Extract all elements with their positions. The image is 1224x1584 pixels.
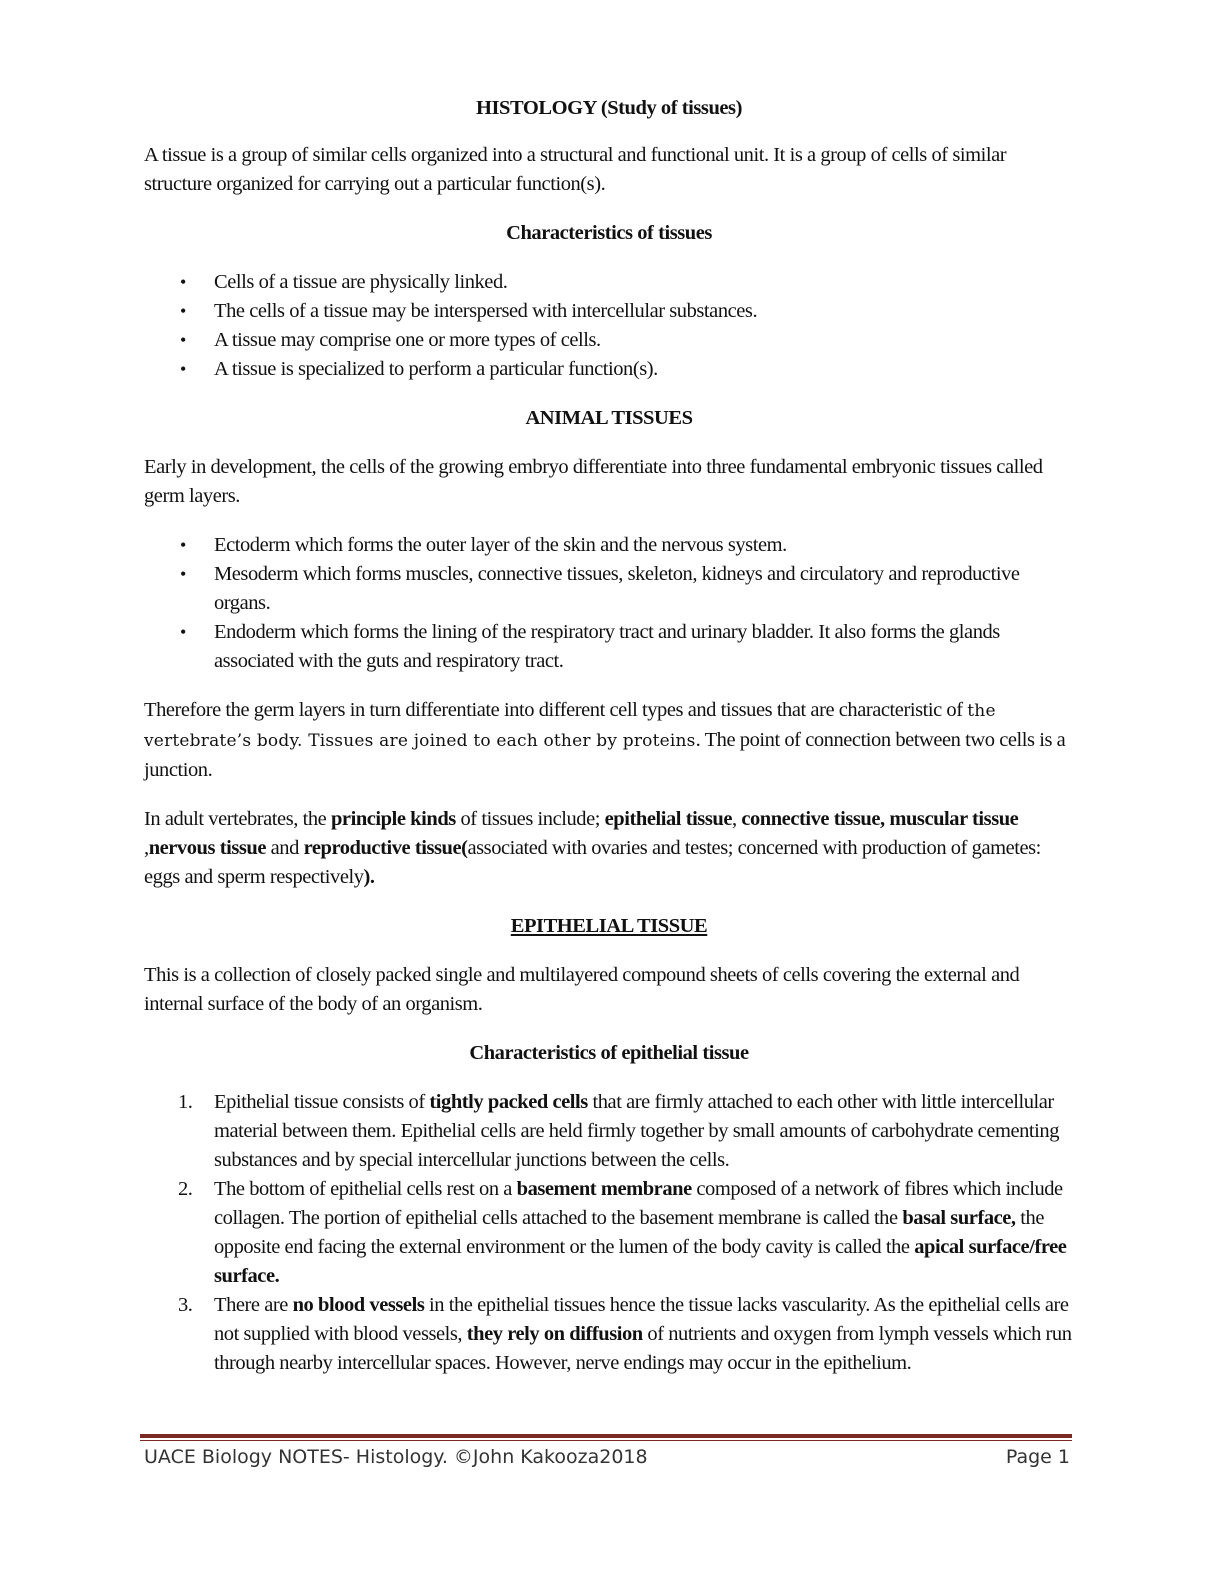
item-text: that are firmly attached to each other with little intercellular material between them. Epithelial cells are held firmly together by small amounts of carbohydrate cementing substances and by special intercellular junctions between the cells.	[214, 1091, 1059, 1171]
list-item	[144, 1291, 1074, 1378]
list-item	[144, 1175, 1074, 1291]
item-text: composed of a network of fibres which include collagen. The portion of epithelial cells attached to the basement membrane is called the	[214, 1178, 1063, 1229]
tissue-kinds-paragraph	[144, 805, 1074, 892]
bold-term: ).	[363, 866, 375, 888]
list-item	[144, 1088, 1074, 1175]
epithelial-characteristics-list	[144, 1088, 1074, 1378]
item-text: The bottom of epithelial cells rest on a	[214, 1178, 517, 1200]
paragraph-text: Therefore the germ layers in turn differentiate into different cell types and tissues that are characteristic of	[144, 699, 968, 721]
list-item: • The cells of a tissue may be interspersed with intercellular substances.	[144, 297, 1074, 326]
footer-divider	[140, 1434, 1072, 1438]
list-item: • Ectoderm which forms the outer layer of the skin and the nervous system.	[144, 531, 1074, 560]
animal-tissues-heading: ANIMAL TISSUES	[525, 407, 693, 429]
epithelial-intro-paragraph: This is a collection of closely packed single and multilayered compound sheets of cells covering the external and internal surface of the body of an organism.	[144, 964, 1020, 1015]
item-text: Epithelial tissue consists of	[214, 1091, 430, 1113]
paragraph-text: and	[265, 837, 304, 859]
page-number: Page 1	[1005, 1446, 1070, 1468]
characteristics-heading: Characteristics of tissues	[506, 222, 712, 244]
list-number: 2.	[178, 1178, 193, 1200]
animal-intro-paragraph: Early in development, the cells of the growing embryo differentiate into three fundamental embryonic tissues called germ layers.	[144, 456, 1043, 507]
list-item: • Cells of a tissue are physically linked.	[144, 268, 1074, 297]
footer-text: UACE Biology NOTES- Histology. ©John Kakooza2018	[144, 1446, 648, 1468]
paragraph-text: associated with ovaries and testes; concerned with production of gametes: eggs and sperm respectively	[144, 837, 1041, 888]
bold-term: tightly packed cells	[429, 1091, 588, 1113]
bold-term: nervous tissue	[148, 837, 266, 859]
list-item: • Mesoderm which forms muscles, connective tissues, skeleton, kidneys and circulatory and reproductive organs.	[144, 560, 1074, 618]
page-content	[144, 94, 1074, 1378]
bold-term: apical surface/free surface.	[214, 1236, 1067, 1287]
list-number: 3.	[178, 1294, 193, 1316]
paragraph-text: of tissues include;	[455, 808, 605, 830]
page-title: HISTOLOGY (Study of tissues)	[476, 97, 742, 119]
paragraph-text: ,	[144, 837, 149, 859]
bold-term: no blood vessels	[292, 1294, 425, 1316]
item-text: in the epithelial tissues hence the tissue lacks vascularity. As the epithelial cells are not supplied with blood vessels,	[214, 1294, 1069, 1345]
list-item: • A tissue is specialized to perform a particular function(s).	[144, 355, 1074, 384]
paragraph-text: the vertebrate’s body. Tissues are joined to each other by proteins	[144, 701, 996, 751]
germ-layers-paragraph	[144, 696, 1074, 785]
intro-paragraph: A tissue is a group of similar cells organized into a structural and functional unit. It is a group of cells of similar structure organized for carrying out a particular function(s).	[144, 144, 1007, 195]
page-footer	[144, 1446, 1070, 1468]
paragraph-text: ,	[731, 808, 742, 830]
bold-term: they rely on diffusion	[466, 1323, 643, 1345]
list-item: • A tissue may comprise one or more types of cells.	[144, 326, 1074, 355]
footer-divider-thin	[140, 1440, 1072, 1441]
epithelial-tissue-heading: EPITHELIAL TISSUE	[510, 915, 708, 937]
bold-term: basal surface,	[902, 1207, 1016, 1229]
item-text: There are	[214, 1294, 293, 1316]
bold-term: epithelial tissue	[604, 808, 732, 830]
bold-term: reproductive tissue(	[303, 837, 468, 859]
bold-term: basement membrane	[516, 1178, 692, 1200]
list-item: • Endoderm which forms the lining of the respiratory tract and urinary bladder. It also forms the glands associated with the guts and respiratory tract.	[144, 618, 1074, 676]
bold-term: connective tissue, muscular tissue	[741, 808, 1019, 830]
germ-layers-list	[144, 531, 1074, 676]
item-text: of nutrients and oxygen from lymph vessels which run through nearby intercellular spaces. However, nerve endings may occur in the epithelium.	[214, 1323, 1072, 1374]
bold-term: principle kinds	[330, 808, 456, 830]
paragraph-text: In adult vertebrates, the	[144, 808, 331, 830]
characteristics-list	[144, 268, 1074, 384]
list-number: 1.	[178, 1091, 193, 1113]
epithelial-characteristics-heading: Characteristics of epithelial tissue	[469, 1042, 749, 1064]
paragraph-text: . The point of connection between two cells is a junction.	[144, 729, 1066, 781]
item-text: the opposite end facing the external environment or the lumen of the body cavity is called the	[214, 1207, 1044, 1258]
